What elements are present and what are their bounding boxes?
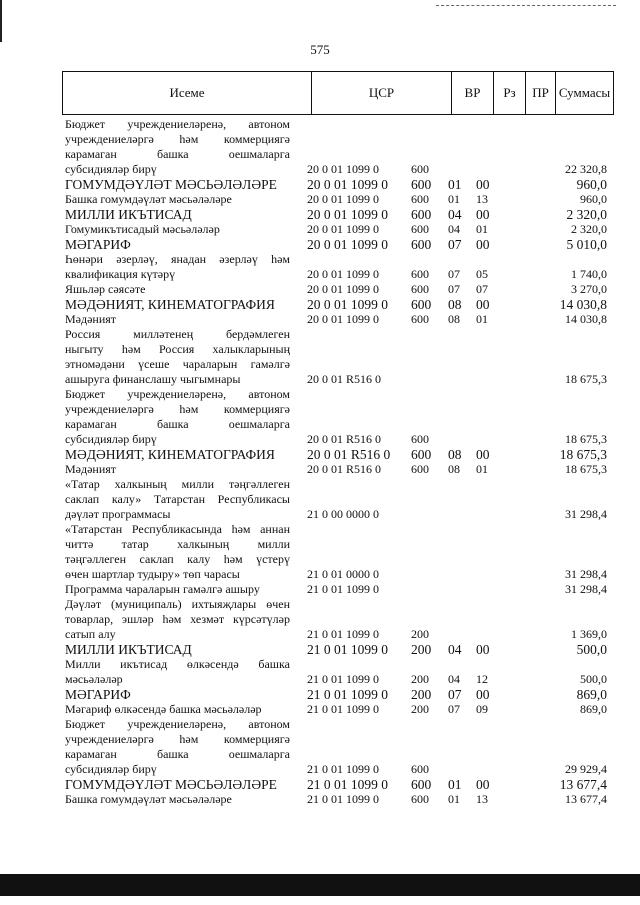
row-name-line: товарлар, эшләр һәм хезмәт күрсәтүләр bbox=[65, 612, 290, 626]
row-name-line: учреждениеләргә һәм коммерциягә bbox=[65, 402, 290, 416]
row-name-line: «Татар халкының милли тәңгәллеген bbox=[65, 477, 290, 491]
row-name-line: мәсьәләләр bbox=[65, 672, 123, 686]
row-name-line: Мәдәният bbox=[65, 312, 117, 326]
row-vr: 600 bbox=[411, 432, 429, 446]
row-sum: 31 298,4 bbox=[565, 567, 607, 581]
row-name bbox=[65, 597, 290, 642]
row-name-line: Бюджет учреждениеләренә, автоном bbox=[65, 717, 290, 731]
row-name-line: «Татарстан Республикасында һәм аннан bbox=[65, 522, 290, 536]
row-name-line: тәңгәллеген саклап калу һәм үстерү bbox=[65, 552, 290, 566]
row-name bbox=[65, 207, 290, 222]
table-row bbox=[0, 327, 640, 387]
row-csr: 21 0 01 1099 0 bbox=[307, 762, 379, 776]
table-row bbox=[0, 237, 640, 252]
row-name-line: субсидияләр бирү bbox=[65, 432, 157, 446]
row-csr: 20 0 01 1099 0 bbox=[307, 177, 388, 192]
row-name-line: карамаган башка оешмаларга bbox=[65, 147, 290, 161]
row-rz: 08 bbox=[448, 312, 460, 326]
table-row bbox=[0, 207, 640, 222]
header-rz: Рз bbox=[493, 72, 525, 114]
row-pr: 00 bbox=[476, 447, 490, 462]
table-row bbox=[0, 687, 640, 702]
row-csr: 20 0 01 R516 0 bbox=[307, 462, 382, 476]
row-csr: 20 0 01 1099 0 bbox=[307, 267, 379, 281]
row-rz: 07 bbox=[448, 282, 460, 296]
row-name-line: саклап калу» Татарстан Республикасы bbox=[65, 492, 290, 506]
row-name-line: ГОМУМДӘҮЛӘТ МӘСЬӘЛӘЛӘРЕ bbox=[65, 177, 277, 192]
row-name-line: карамаган башка оешмаларга bbox=[65, 417, 290, 431]
row-name bbox=[65, 282, 290, 297]
row-vr: 600 bbox=[411, 222, 429, 236]
header-name: Исеме bbox=[169, 85, 205, 100]
row-name-line: Яшьләр сәясәте bbox=[65, 282, 146, 296]
row-sum: 2 320,0 bbox=[571, 222, 607, 236]
row-name bbox=[65, 237, 290, 252]
row-name bbox=[65, 447, 290, 462]
row-rz: 07 bbox=[448, 237, 462, 252]
scan-left-edge-mark bbox=[0, 0, 2, 42]
row-pr: 05 bbox=[476, 267, 488, 281]
row-name bbox=[65, 297, 290, 312]
table-row bbox=[0, 177, 640, 192]
row-name-line: карамаган башка оешмаларга bbox=[65, 747, 290, 761]
row-name-line: Бюджет учреждениеләренә, автоном bbox=[65, 387, 290, 401]
row-name bbox=[65, 477, 290, 522]
table-row bbox=[0, 717, 640, 777]
row-csr: 21 0 01 1099 0 bbox=[307, 582, 379, 596]
row-csr: 21 0 01 1099 0 bbox=[307, 777, 388, 792]
row-name bbox=[65, 222, 290, 237]
table-header bbox=[62, 71, 614, 115]
row-name bbox=[65, 792, 290, 807]
table-row bbox=[0, 657, 640, 687]
row-vr: 200 bbox=[411, 627, 429, 641]
row-pr: 01 bbox=[476, 222, 488, 236]
row-vr: 600 bbox=[411, 192, 429, 206]
row-sum: 960,0 bbox=[576, 177, 607, 192]
table-body bbox=[0, 117, 640, 807]
row-sum: 1 740,0 bbox=[571, 267, 607, 281]
row-csr: 20 0 01 1099 0 bbox=[307, 237, 388, 252]
row-rz: 07 bbox=[448, 267, 460, 281]
row-vr: 600 bbox=[411, 312, 429, 326]
table-row bbox=[0, 582, 640, 597]
row-csr: 20 0 01 1099 0 bbox=[307, 192, 379, 206]
row-name-line: ныгыту һәм Россия халыкларының bbox=[65, 342, 290, 356]
row-name bbox=[65, 192, 290, 207]
row-csr: 21 0 01 1099 0 bbox=[307, 627, 379, 641]
row-sum: 31 298,4 bbox=[565, 582, 607, 596]
table-row bbox=[0, 702, 640, 717]
row-name bbox=[65, 312, 290, 327]
row-sum: 5 010,0 bbox=[566, 237, 607, 252]
row-name-line: Башка гомумдәүләт мәсьәләләре bbox=[65, 192, 232, 206]
row-rz: 04 bbox=[448, 207, 462, 222]
row-name-line: Гомумикътисадый мәсьәләләр bbox=[65, 222, 220, 236]
row-name-line: дәүләт программасы bbox=[65, 507, 171, 521]
row-pr: 00 bbox=[476, 642, 490, 657]
table-row bbox=[0, 297, 640, 312]
row-vr: 600 bbox=[411, 267, 429, 281]
row-sum: 31 298,4 bbox=[565, 507, 607, 521]
page-number: 575 bbox=[310, 42, 330, 57]
row-csr: 20 0 01 1099 0 bbox=[307, 162, 379, 176]
row-rz: 07 bbox=[448, 702, 460, 716]
row-sum: 500,0 bbox=[580, 672, 607, 686]
row-sum: 18 675,3 bbox=[565, 432, 607, 446]
row-pr: 00 bbox=[476, 297, 490, 312]
row-rz: 01 bbox=[448, 792, 460, 806]
row-name-line: сатып алу bbox=[65, 627, 116, 641]
row-sum: 18 675,3 bbox=[565, 372, 607, 386]
row-vr: 600 bbox=[411, 762, 429, 776]
row-pr: 13 bbox=[476, 792, 488, 806]
row-vr: 600 bbox=[411, 447, 432, 462]
row-pr: 07 bbox=[476, 282, 488, 296]
row-sum: 960,0 bbox=[580, 192, 607, 206]
row-vr: 600 bbox=[411, 162, 429, 176]
row-sum: 1 369,0 bbox=[571, 627, 607, 641]
row-rz: 04 bbox=[448, 222, 460, 236]
table-row bbox=[0, 477, 640, 522]
row-pr: 00 bbox=[476, 237, 490, 252]
row-csr: 20 0 01 R516 0 bbox=[307, 447, 391, 462]
row-name-line: Башка гомумдәүләт мәсьәләләре bbox=[65, 792, 232, 806]
row-name bbox=[65, 462, 290, 477]
row-pr: 13 bbox=[476, 192, 488, 206]
row-name bbox=[65, 387, 290, 447]
row-sum: 18 675,3 bbox=[559, 447, 607, 462]
row-name bbox=[65, 702, 290, 717]
row-vr: 600 bbox=[411, 177, 432, 192]
row-name-line: Мәдәният bbox=[65, 462, 117, 476]
row-rz: 01 bbox=[448, 777, 462, 792]
row-rz: 04 bbox=[448, 672, 460, 686]
header-pr: ПР bbox=[525, 72, 555, 114]
row-sum: 22 320,8 bbox=[565, 162, 607, 176]
row-name-line: МӘДӘНИЯТ, КИНЕМАТОГРАФИЯ bbox=[65, 447, 275, 462]
table-row bbox=[0, 282, 640, 297]
row-pr: 09 bbox=[476, 702, 488, 716]
table-row bbox=[0, 387, 640, 447]
row-name-line: МӘДӘНИЯТ, КИНЕМАТОГРАФИЯ bbox=[65, 297, 275, 312]
row-name-line: этномәдәни үсеше чараларын гамәлгә bbox=[65, 357, 290, 371]
row-rz: 08 bbox=[448, 297, 462, 312]
table-row bbox=[0, 447, 640, 462]
row-name bbox=[65, 522, 290, 582]
row-vr: 200 bbox=[411, 702, 429, 716]
row-csr: 20 0 01 R516 0 bbox=[307, 372, 382, 386]
row-sum: 14 030,8 bbox=[559, 297, 607, 312]
row-csr: 20 0 01 R516 0 bbox=[307, 432, 382, 446]
row-csr: 21 0 01 1099 0 bbox=[307, 702, 379, 716]
row-pr: 01 bbox=[476, 312, 488, 326]
row-vr: 600 bbox=[411, 777, 432, 792]
row-csr: 20 0 01 1099 0 bbox=[307, 297, 388, 312]
row-vr: 600 bbox=[411, 792, 429, 806]
table-row bbox=[0, 312, 640, 327]
table-row bbox=[0, 192, 640, 207]
row-name bbox=[65, 177, 290, 192]
scan-top-rule bbox=[436, 5, 616, 6]
row-name-line: ашыруга финанслашу чыгымнары bbox=[65, 372, 241, 386]
row-name bbox=[65, 687, 290, 702]
row-sum: 3 270,0 bbox=[571, 282, 607, 296]
row-rz: 08 bbox=[448, 462, 460, 476]
row-name-line: Мәгариф өлкәсендә башка мәсьәләләр bbox=[65, 702, 262, 716]
header-sum: Суммасы bbox=[555, 72, 613, 114]
row-vr: 600 bbox=[411, 462, 429, 476]
row-name bbox=[65, 717, 290, 777]
row-name bbox=[65, 657, 290, 687]
row-pr: 00 bbox=[476, 777, 490, 792]
row-csr: 21 0 01 1099 0 bbox=[307, 642, 388, 657]
row-csr: 21 0 01 1099 0 bbox=[307, 687, 388, 702]
row-sum: 29 929,4 bbox=[565, 762, 607, 776]
row-rz: 08 bbox=[448, 447, 462, 462]
row-sum: 869,0 bbox=[580, 702, 607, 716]
row-sum: 2 320,0 bbox=[566, 207, 607, 222]
row-name-line: Программа чараларын гамәлгә ашыру bbox=[65, 582, 260, 596]
table-row bbox=[0, 597, 640, 642]
row-name-line: Бюджет учреждениеләренә, автоном bbox=[65, 117, 290, 131]
row-name-line: ГОМУМДӘҮЛӘТ МӘСЬӘЛӘЛӘРЕ bbox=[65, 777, 277, 792]
row-name-line: квалификация күтәрү bbox=[65, 267, 176, 281]
table-row bbox=[0, 642, 640, 657]
row-csr: 20 0 01 1099 0 bbox=[307, 312, 379, 326]
row-pr: 00 bbox=[476, 687, 490, 702]
table-row bbox=[0, 462, 640, 477]
row-sum: 13 677,4 bbox=[565, 792, 607, 806]
row-csr: 21 0 01 1099 0 bbox=[307, 792, 379, 806]
row-name-line: МИЛЛИ ИКЪТИСАД bbox=[65, 207, 192, 222]
row-name-line: МИЛЛИ ИКЪТИСАД bbox=[65, 642, 192, 657]
row-vr: 600 bbox=[411, 297, 432, 312]
row-csr: 21 0 01 1099 0 bbox=[307, 672, 379, 686]
row-rz: 04 bbox=[448, 642, 462, 657]
row-vr: 200 bbox=[411, 642, 432, 657]
row-sum: 500,0 bbox=[576, 642, 607, 657]
row-sum: 869,0 bbox=[576, 687, 607, 702]
row-csr: 20 0 01 1099 0 bbox=[307, 222, 379, 236]
row-sum: 18 675,3 bbox=[565, 462, 607, 476]
row-name-line: учреждениеләргә һәм коммерциягә bbox=[65, 132, 290, 146]
header-vr: ВР bbox=[451, 72, 493, 114]
row-name-line: читтә татар халкының милли bbox=[65, 537, 290, 551]
row-name bbox=[65, 327, 290, 387]
row-pr: 01 bbox=[476, 462, 488, 476]
row-name-line: учреждениеләргә һәм коммерциягә bbox=[65, 732, 290, 746]
row-csr: 21 0 01 0000 0 bbox=[307, 567, 379, 581]
row-vr: 600 bbox=[411, 207, 432, 222]
row-name bbox=[65, 582, 290, 597]
row-rz: 07 bbox=[448, 687, 462, 702]
table-row bbox=[0, 252, 640, 282]
table-row bbox=[0, 777, 640, 792]
row-name-line: субсидияләр бирү bbox=[65, 162, 157, 176]
row-name-line: МӘГАРИФ bbox=[65, 687, 131, 702]
row-sum: 13 677,4 bbox=[559, 777, 607, 792]
row-vr: 600 bbox=[411, 282, 429, 296]
table-row bbox=[0, 522, 640, 582]
row-pr: 12 bbox=[476, 672, 488, 686]
row-name-line: өчен шартлар тудыру» төп чарасы bbox=[65, 567, 240, 581]
row-name-line: субсидияләр бирү bbox=[65, 762, 157, 776]
row-pr: 00 bbox=[476, 207, 490, 222]
row-name bbox=[65, 252, 290, 282]
row-name-line: Дәүләт (муниципаль) ихтыяҗлары өчен bbox=[65, 597, 290, 611]
row-csr: 20 0 01 1099 0 bbox=[307, 282, 379, 296]
row-name bbox=[65, 777, 290, 792]
row-csr: 21 0 00 0000 0 bbox=[307, 507, 379, 521]
row-vr: 200 bbox=[411, 672, 429, 686]
table-row bbox=[0, 222, 640, 237]
row-name bbox=[65, 117, 290, 177]
row-pr: 00 bbox=[476, 177, 490, 192]
row-csr: 20 0 01 1099 0 bbox=[307, 207, 388, 222]
row-rz: 01 bbox=[448, 192, 460, 206]
row-name-line: Һөнәри әзерләү, янадан әзерләү һәм bbox=[65, 252, 290, 266]
row-name-line: Милли икътисад өлкәсендә башка bbox=[65, 657, 290, 671]
row-name-line: Россия милләтенең бердәмлеген bbox=[65, 327, 290, 341]
table-row bbox=[0, 792, 640, 807]
row-sum: 14 030,8 bbox=[565, 312, 607, 326]
table-row bbox=[0, 117, 640, 177]
row-vr: 600 bbox=[411, 237, 432, 252]
header-csr: ЦСР bbox=[311, 72, 451, 114]
row-rz: 01 bbox=[448, 177, 462, 192]
scan-bottom-bar bbox=[0, 874, 640, 896]
row-name bbox=[65, 642, 290, 657]
row-name-line: МӘГАРИФ bbox=[65, 237, 131, 252]
row-vr: 200 bbox=[411, 687, 432, 702]
